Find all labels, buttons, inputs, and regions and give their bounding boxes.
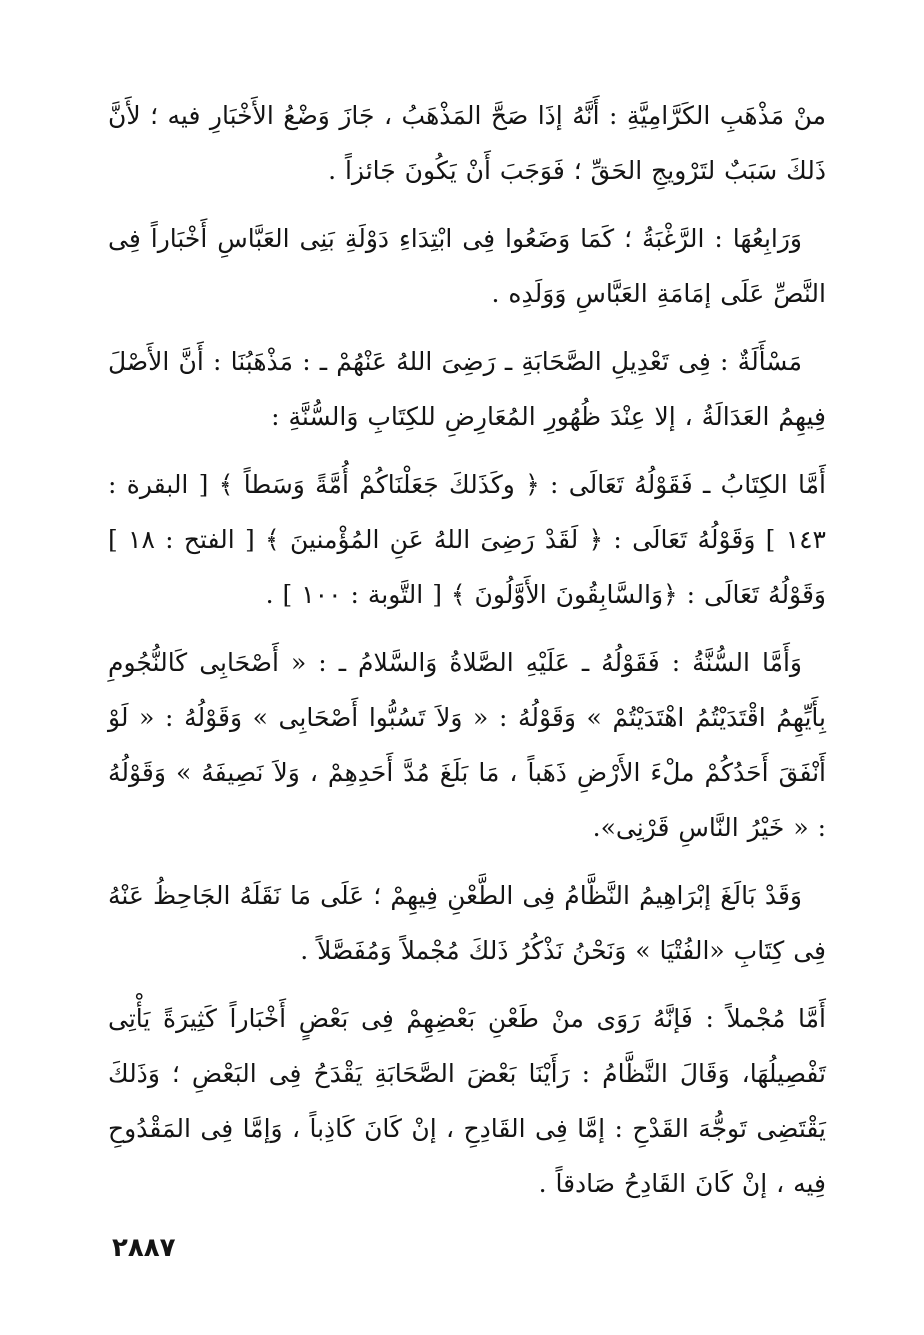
paragraph-fourth-reason: وَرَابِعُهَا : الرَّغْبَةُ ؛ كَمَا وَضَعُوا فِى ابْتِدَاءِ دَوْلَةِ بَنِى العَبَّاسِ أَخْبَاراً فِى النَّصِّ عَلَى إمَامَةِ العَبَّاسِ وَوَلَدِه . xyxy=(108,224,826,308)
page-number: ٢٨٨٧ xyxy=(112,1233,176,1263)
paragraph-mujmal: أَمَّا مُجْملاً : فَإنَّهُ رَوَى منْ طَعْنِ بَعْضِهِمْ فِى بَعْضٍ أَخْبَاراً كَثِيرَةً يَأْتِى تَفْصِيلُهَا، وَقَالَ النَّظَّامُ : رَأَيْنَا بَعْضَ الصَّحَابَةِ يَقْدَحُ فِى البَعْضِ ؛ وَذَلكَ يَقْتَضِى تَوجُّهَ القَدْحِ : إمَّا فِى القَادِحِ ، إنْ كَانَ كَاذِباً ، وَإمَّا فِى المَقْدُوحِ فِيه ، إنْ كَانَ القَادِحُ صَادقاً . xyxy=(108,1004,826,1198)
paragraph-masala-sahaba: مَسْأَلَةٌ : فِى تَعْدِيلِ الصَّحَابَةِ ـ رَضِىَ اللهُ عَنْهُمْ ـ : مَذْهَبُنَا : أَنَّ الأَصْلَ فِيهِمُ العَدَالَةُ ، إلا عِنْدَ ظُهُورِ المُعَارِضِ للكِتَابِ وَالسُّنَّةِ : xyxy=(108,347,826,431)
paragraph-kitab-evidence: أَمَّا الكِتَابُ ـ فَقَوْلُهُ تَعَالَى : ﴿ وكَذَلكَ جَعَلْنَاكُمْ أُمَّةً وَسَطاً ﴾ [ البقرة : ١٤٣ ] وَقَوْلُهُ تَعَالَى : ﴿ لَقَدْ رَضِىَ اللهُ عَنِ المُؤْمنينَ ﴾ [ الفتح : ١٨ ] وَقَوْلُهُ تَعَالَى : ﴿وَالسَّابِقُونَ الأَوَّلُونَ ﴾ [ التَّوبة : ١٠٠ ] . xyxy=(108,470,826,609)
paragraph-nazzam: وَقَدْ بَالَغَ إبْرَاهِيمُ النَّظَّامُ فِى الطَّعْنِ فِيهِمْ ؛ عَلَى مَا نَقَلَهُ الجَاحِظُ عَنْهُ فِى كِتَابِ «الفُتْيَا » وَنَحْنُ نَذْكُرُ ذَلكَ مُجْملاً وَمُفَصَّلاً . xyxy=(108,881,826,965)
paragraph-sunna-evidence: وَأَمَّا السُّنَّةُ : فَقَوْلُهُ ـ عَلَيْهِ الصَّلاةُ وَالسَّلامُ ـ : « أَصْحَابِى كَالنُّجُومِ بِأَيِّهِمُ اقْتَدَيْتُمُ اهْتَدَيْتُمْ » وَقَوْلُهُ : « وَلاَ تَسُبُّوا أَصْحَابِى » وَقَوْلُهُ : « لَوْ أَنْفَقَ أَحَدُكُمْ ملْءَ الأَرْضِ ذَهَباً ، مَا بَلَغَ مُدَّ أَحَدِهِمْ ، وَلاَ نَصِيفَهُ » وَقَوْلُهُ : « خَيْرُ النَّاسِ قَرْنِى». xyxy=(108,648,826,842)
paragraph-karramiyya: منْ مَذْهَبِ الكَرَّامِيَّةِ : أَنَّهُ إذَا صَحَّ المَذْهَبُ ، جَازَ وَضْعُ الأَخْبَارِ فيه ؛ لأَنَّ ذَلكَ سَبَبٌ لتَرْويجِ الحَقِّ ؛ فَوَجَبَ أَنْ يَكُونَ جَائزاً . xyxy=(108,101,826,185)
body-text xyxy=(108,88,826,1224)
